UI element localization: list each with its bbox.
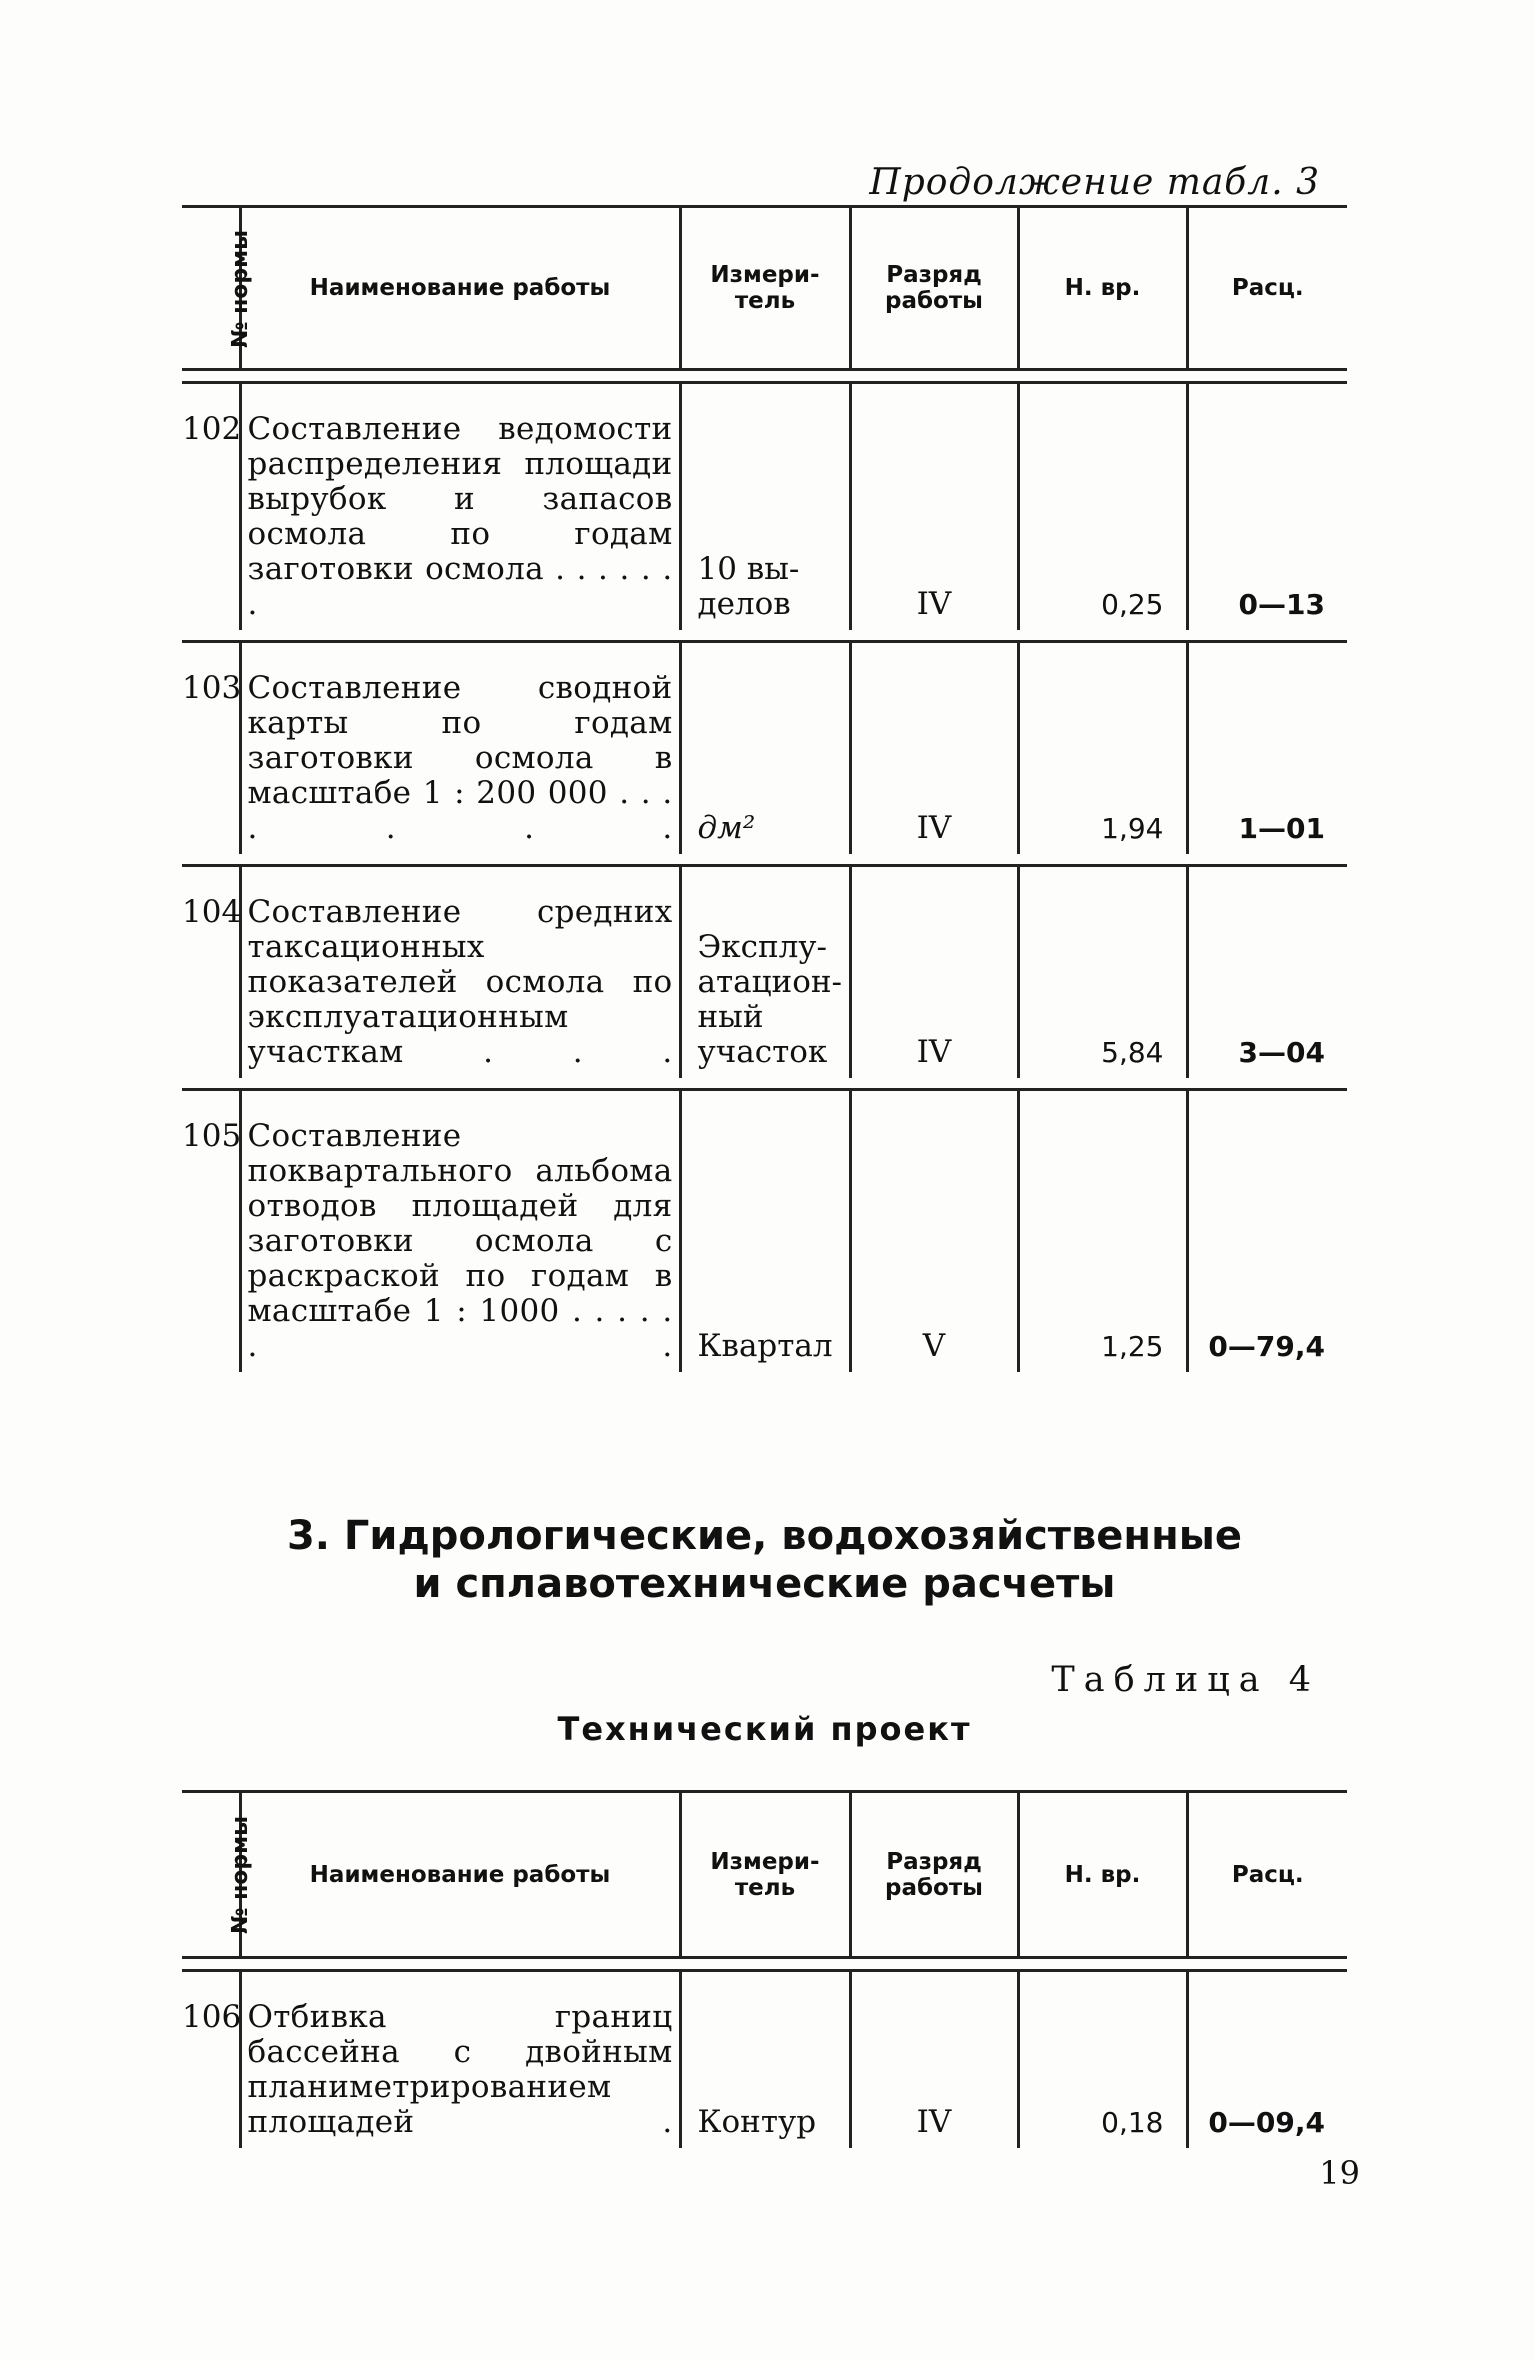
row-time-norm: 1,25 bbox=[1018, 1090, 1187, 1373]
row-grade: IV bbox=[850, 866, 1018, 1079]
row-rate: 0—79,4 bbox=[1187, 1090, 1347, 1373]
row-norm-number: 106 bbox=[182, 1971, 240, 2149]
row-rate: 0—13 bbox=[1187, 383, 1347, 631]
header-work-name: Наименование работы bbox=[240, 1792, 680, 1958]
table-3 bbox=[182, 205, 1347, 1372]
table-continuation-caption: Продолжение табл. 3 bbox=[869, 162, 1320, 203]
row-work-name: Составление средних таксационных показателей осмола по эксплуатационным участкам . . . bbox=[240, 866, 680, 1079]
header-unit: Измери-тель bbox=[680, 1792, 850, 1958]
table-header-row bbox=[182, 1792, 1347, 1958]
row-time-norm: 5,84 bbox=[1018, 866, 1187, 1079]
row-grade: IV bbox=[850, 1971, 1018, 2149]
row-work-name: Составление поквартального альбома отводов площадей для заготовки осмола с раскраской по годам в масштабе 1 : 1000 . . . . . . . bbox=[240, 1090, 680, 1373]
section-heading bbox=[182, 1512, 1347, 1608]
row-time-norm: 0,18 bbox=[1018, 1971, 1187, 2149]
table-row bbox=[182, 1090, 1347, 1373]
header-time-norm: Н. вр. bbox=[1018, 1792, 1187, 1958]
table-header-row bbox=[182, 207, 1347, 370]
table-row bbox=[182, 1971, 1347, 2149]
row-time-norm: 0,25 bbox=[1018, 383, 1187, 631]
header-time-norm: Н. вр. bbox=[1018, 207, 1187, 370]
row-rate: 3—04 bbox=[1187, 866, 1347, 1079]
row-grade: V bbox=[850, 1090, 1018, 1373]
section-heading-line-2: и сплавотехнические расчеты bbox=[413, 1561, 1116, 1607]
row-unit: 10 вы-делов bbox=[680, 383, 850, 631]
table-4-subtitle: Технический проект bbox=[557, 1710, 972, 1748]
header-unit: Измери-тель bbox=[680, 207, 850, 370]
header-grade: Разряд работы bbox=[850, 207, 1018, 370]
table-4-label: Таблица 4 bbox=[1051, 1660, 1320, 1700]
row-work-name: Составление сводной карты по годам заготовки осмола в масштабе 1 : 200 000 . . . . . . . bbox=[240, 642, 680, 855]
row-unit: Контур bbox=[680, 1971, 850, 2149]
row-unit: Эксплу-атацион-ный участок bbox=[680, 866, 850, 1079]
header-norm-number: № нормы bbox=[182, 207, 240, 370]
section-heading-line-1: 3. Гидрологические, водохозяйственные bbox=[286, 1513, 1243, 1559]
row-norm-number: 103 bbox=[182, 642, 240, 855]
page-number: 19 bbox=[1319, 2154, 1360, 2192]
row-norm-number: 104 bbox=[182, 866, 240, 1079]
table-row bbox=[182, 866, 1347, 1079]
row-work-name: Отбивка границ бассейна с двойным планиметрированием площадей . bbox=[240, 1971, 680, 2149]
row-unit: дм² bbox=[680, 642, 850, 855]
table-row bbox=[182, 642, 1347, 855]
header-norm-number: № нормы bbox=[182, 1792, 240, 1958]
row-grade: IV bbox=[850, 642, 1018, 855]
header-work-name: Наименование работы bbox=[240, 207, 680, 370]
table-4 bbox=[182, 1790, 1347, 2148]
row-work-name: Составление ведомости распределения площади вырубок и запасов осмола по годам заготовки осмола . . . . . . . bbox=[240, 383, 680, 631]
row-norm-number: 102 bbox=[182, 383, 240, 631]
row-grade: IV bbox=[850, 383, 1018, 631]
row-unit: Квартал bbox=[680, 1090, 850, 1373]
header-rate: Расц. bbox=[1187, 207, 1347, 370]
table-row bbox=[182, 383, 1347, 631]
row-rate: 1—01 bbox=[1187, 642, 1347, 855]
row-rate: 0—09,4 bbox=[1187, 1971, 1347, 2149]
row-time-norm: 1,94 bbox=[1018, 642, 1187, 855]
header-rate: Расц. bbox=[1187, 1792, 1347, 1958]
header-grade: Разряд работы bbox=[850, 1792, 1018, 1958]
row-norm-number: 105 bbox=[182, 1090, 240, 1373]
